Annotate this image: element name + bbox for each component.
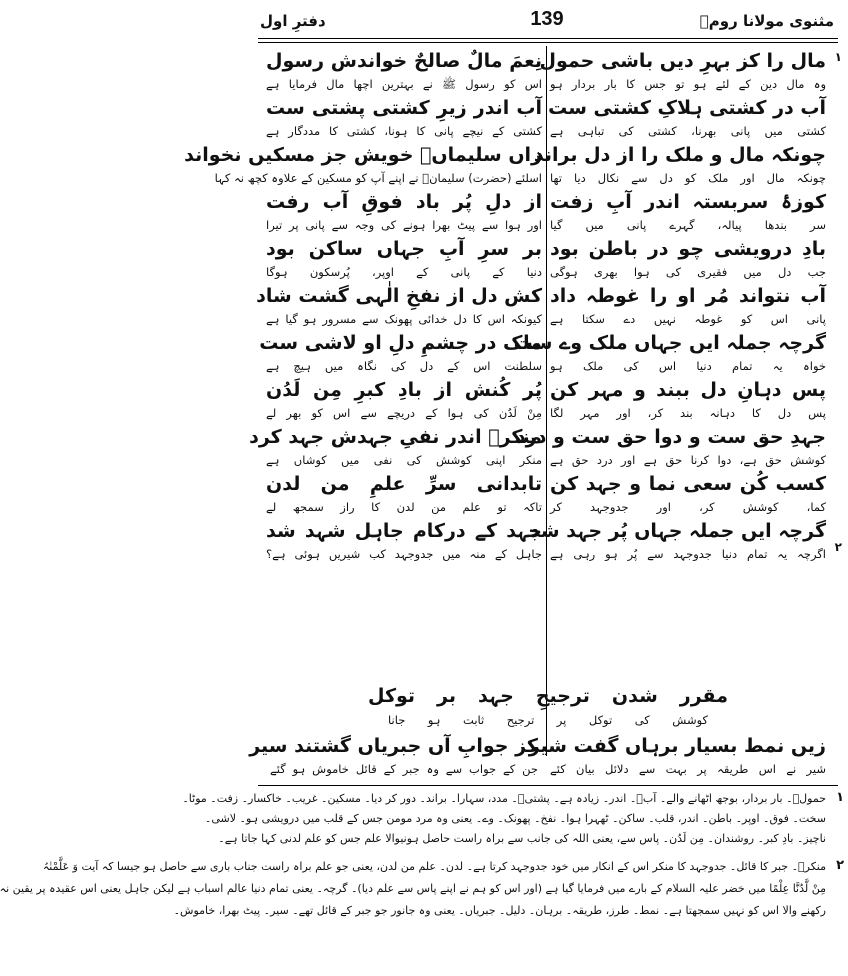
urdu-translation: پانی اس کو غوطہ نہیں دے سکتا ہے <box>550 312 826 326</box>
urdu-translation: کوشش حق ہے، دوا کرنا حق ہے اور درد حق ہے <box>550 453 826 467</box>
couplet <box>266 469 542 515</box>
urdu-translation: اگرچہ یہ تمام دنیا جدوجہد سے پُر ہو رہی ہے <box>550 547 826 561</box>
footnote-mark-2: ۲ <box>836 858 844 873</box>
couplet <box>256 281 542 327</box>
couplet <box>550 93 826 139</box>
persian-verse: آب در کشتی ہلاکِ کشتی ست <box>548 97 826 119</box>
persian-verse: زیں نمط بسیار برہاں گفت شیر <box>528 735 826 757</box>
header-rule <box>258 38 838 39</box>
footnote-line: حمولؔ۔ بار بردار، بوجھ اٹھانے والے۔ آبؔ۔ اندر۔ زیادہ ہے۔ پشتیؔ۔ مدد، سہارا۔ براند۔ دور کر دیا۔ مسکین۔ غریب۔ خاکسار۔ زفت۔ موٹا۔ <box>182 792 826 805</box>
couplet <box>533 140 826 186</box>
urdu-translation: خواہ یہ تمام دنیا اس کی ملک ہو <box>550 359 826 373</box>
couplet <box>550 281 826 327</box>
footnote-line: سخت۔ فوق۔ اوپر۔ باطن۔ اندر، قلب۔ ساکن۔ ٹھہرا ہوا۔ نفخ۔ پھونک۔ وے۔ یعنی وہ مرد مومن جس کے قلب میں درویشی ہو۔ لاشی۔ <box>204 812 826 825</box>
urdu-translation: اور ہوا سے پیٹ بھرا ہونے کی وجہ سے پانی پر تیرا <box>266 218 542 232</box>
persian-verse: گرچہ جملہ ایں جہاں ملک وے ست <box>513 332 826 354</box>
persian-verse: آب نتواند مُر او را غوطہ داد <box>550 285 826 307</box>
couplet <box>550 234 826 280</box>
page-number: 139 <box>530 8 564 30</box>
couplet <box>550 469 826 515</box>
couplet <box>266 375 542 421</box>
urdu-translation: کشتی کے نیچے پانی کا ہونا، کشتی کا مددگار ہے <box>266 124 542 138</box>
section-heading: مقرر شدن ترجیحِ جہد بر توکل <box>368 685 728 707</box>
couplet <box>539 46 826 92</box>
persian-verse: منکرؔ اندر نفیِ جہدش جہد کرد <box>249 426 542 448</box>
closing-couplet <box>249 731 826 781</box>
persian-verse: زاں سلیماںؑ خویش جز مسکیں نخواند <box>184 144 542 166</box>
persian-verse: کسب کُن سعی نما و جہد کن <box>550 473 826 495</box>
couplet <box>249 422 542 468</box>
urdu-translation: وہ مال دین کے لئے ہو تو جس کا بار بردار ہو <box>550 77 826 91</box>
persian-verse: بر سرِ آبِ جہاں ساکن بود <box>266 238 542 260</box>
closing-left <box>249 731 538 778</box>
urdu-translation: سر بندھا پیالہ، گہرے پانی میں گیا <box>550 218 826 232</box>
persian-verse: پُر کُنش از بادِ کبرِ مِن لَدُن <box>266 379 542 401</box>
footnote-mark-1: ۱ <box>836 790 844 805</box>
urdu-translation: جن کے جواب سے وہ جبر کے قائل خاموش ہو گئے <box>270 762 538 776</box>
section-heading-translation: کوشش کی توکل پر ترجیح ثابت ہو جانا <box>388 713 708 727</box>
couplet <box>266 187 542 233</box>
urdu-translation: شیر نے اس طریقہ پر بہت سے دلائل بیان کئے <box>550 762 826 776</box>
couplet <box>515 422 826 468</box>
persian-verse: آب اندر زیرِ کشتی پشتی ست <box>266 97 542 119</box>
persian-verse: کوزۂ سربستہ اندر آبِ زفت <box>550 191 826 213</box>
persian-verse: تابدانی سرِّ علمِ من لدن <box>266 473 542 495</box>
footnote-line: رکھنے والا اس کو نہیں سمجھتا ہے۔ نمط۔ طرز، طریقہ۔ برہان۔ دلیل۔ جبریاں۔ یعنی وہ جانور جو جبر کے قائل تھے۔ سیر۔ پیٹ بھرا، خاموش۔ <box>173 904 826 917</box>
couplet <box>529 516 826 562</box>
header-rule-2 <box>258 42 838 43</box>
persian-verse: کز جوابِ آں جبریاں گشتند سیر <box>249 735 538 757</box>
urdu-translation: اس کو رسول ﷺ نے بہترین اچھا مال فرمایا ہے <box>266 77 542 91</box>
persian-verse: جہدِ حق ست و دوا حق ست و درد <box>515 426 826 448</box>
urdu-translation: مِنْ لَدُن کی ہوا کے دریچے سے اس کو بھر لے <box>266 406 542 420</box>
couplet <box>513 328 826 374</box>
couplet <box>266 234 542 280</box>
urdu-translation: جاہل کے منہ میں جدوجہد کب شیریں ہوئی ہے؟ <box>266 547 542 561</box>
urdu-translation: چونکہ مال اور ملک کو دل سے نکال دیا تھا <box>550 171 826 185</box>
urdu-translation: منکر اپنی کوشش کی نفی میں کوشاں ہے <box>266 453 542 467</box>
couplet <box>184 140 542 186</box>
urdu-translation: جب دل میں فقیری کی ہوا بھری ہوگی <box>550 265 826 279</box>
persian-verse: ملک در چشمِ دلِ او لاشی ست <box>259 332 542 354</box>
urdu-translation: کما، کوشش کر، اور جدوجہد کر <box>550 500 826 514</box>
couplet <box>266 46 542 92</box>
urdu-translation: تاکہ تو علم من لدن کا راز سمجھ لے <box>266 500 542 514</box>
urdu-translation: اسلئے (حضرت) سلیمانؑ نے اپنے آپ کو مسکین کے علاوہ کچھ نہ کہا <box>214 171 542 185</box>
left-column <box>184 46 542 563</box>
page-header <box>260 8 834 34</box>
urdu-translation: کیونکہ اس کا دل خدائی پھونک سے مسرور ہو گیا ہے <box>266 312 542 326</box>
footnote-line: منکرؔ۔ جبر کا قائل۔ جدوجہد کا منکر اس کے انکار میں خود جدوجہد کرتا ہے۔ لدن۔ علم من لدن، یعنی جو علم براہ راست جناب باری سے حاصل ہو جیسا کہ آیت وَ عَلَّمْنٰہُ <box>42 860 826 873</box>
persian-verse: نِعمَ مالٌ صالحٌ خواندش رسول <box>266 50 542 72</box>
urdu-translation: سلطنت اس کے دل کی نگاہ میں ہیچ ہے <box>266 359 542 373</box>
persian-verse: از دلِ پُر باد فوقِ آب رفت <box>266 191 542 213</box>
ref-marker-1: ۱ <box>834 50 842 64</box>
persian-verse: مال را کز بہرِ دیں باشی حمول <box>539 50 826 72</box>
ref-marker-2: ۲ <box>834 540 842 554</box>
persian-verse: جہد کے درکام جاہل شہد شد <box>266 520 542 542</box>
couplet <box>266 93 542 139</box>
urdu-translation: دنیا کے پانی کے اوپر، پُرسکون ہوگا <box>266 265 542 279</box>
book-title: مثنوی مولانا رومؒ <box>699 12 834 30</box>
footnote-line: مِنْ لَّدُنَّا عِلْمًا میں خضر علیہ السلام کے بارے میں فرمایا گیا ہے (اور اس کو ہم نے اپنے پاس سے علم دیا)۔ گرچہ۔ یعنی تمام دنیا عالم اسباب ہے لیکن جاہل یعنی اس عقیدہ پر یقین نہ <box>0 882 826 895</box>
section-title: دفترِ اول <box>260 12 326 30</box>
urdu-translation: کشتی میں پانی بھرنا، کشتی کی تباہی ہے <box>550 124 826 138</box>
persian-verse: بادِ درویشی چو در باطن بود <box>550 238 826 260</box>
closing-right <box>528 731 826 778</box>
persian-verse: کش دل از نفخِ الٰہی گشت شاد <box>256 285 542 307</box>
couplet <box>266 516 542 562</box>
persian-verse: پس دہانِ دل ببند و مہر کن <box>550 379 826 401</box>
footnote-rule <box>258 785 838 786</box>
couplet <box>550 375 826 421</box>
right-column <box>513 46 826 563</box>
persian-verse: چونکہ مال و ملک را از دل براند <box>533 144 826 166</box>
couplet <box>550 187 826 233</box>
couplet <box>259 328 542 374</box>
footnote-line: ناچیز۔ بادِ کبر۔ روشندان۔ مِن لَدُن۔ پاس سے، یعنی اللہ کی جانب سے براہ راست حاصل ہونیوالا علم جس کو علم لدنی کہا جاتا ہے۔ <box>218 832 826 845</box>
persian-verse: گرچہ ایں جملہ جہاں پُر جہد شد <box>529 520 826 542</box>
urdu-translation: پس دل کا دہانہ بند کر، اور مہر لگا <box>550 406 826 420</box>
